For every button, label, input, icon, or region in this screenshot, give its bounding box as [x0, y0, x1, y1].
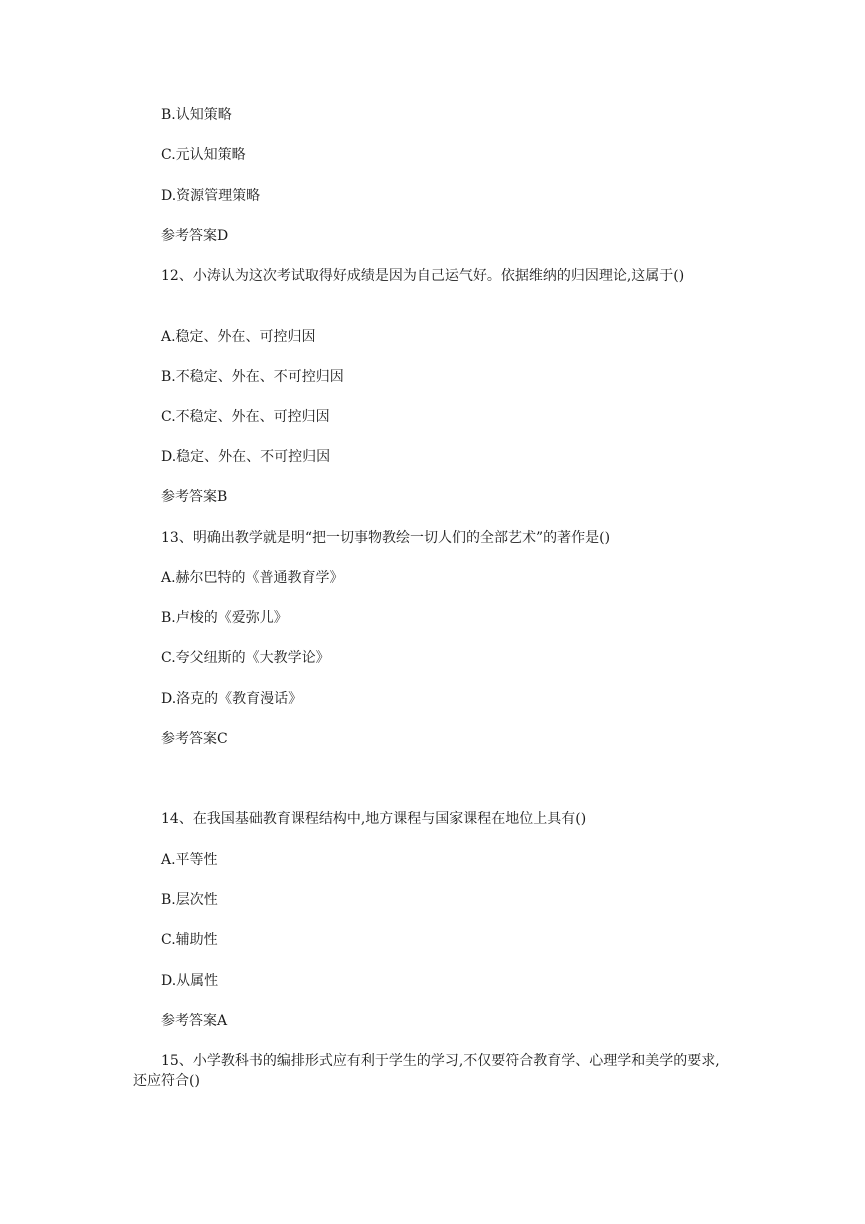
question-12: 12、小涛认为这次考试取得好成绩是因为自己运气好。依据维纳的归因理论,这属于() [161, 268, 685, 284]
question-15: 15、小学教科书的编排形式应有利于学生的学习,不仅要符合教育学、心理学和美学的要求,还应符合() [133, 1053, 720, 1089]
option-d: D.资源管理策略 [161, 188, 261, 204]
option-d: D.稳定、外在、不可控归因 [161, 449, 331, 465]
question-14: 14、在我国基础教育课程结构中,地方课程与国家课程在地位上具有() [161, 811, 587, 827]
option-b: B.层次性 [161, 892, 218, 908]
option-a: A.稳定、外在、可控归因 [161, 329, 316, 345]
option-c: C.夸父纽斯的《大教学论》 [161, 650, 330, 666]
option-a: A.平等性 [161, 852, 218, 868]
answer-line: 参考答案C [161, 731, 228, 747]
question-13: 13、明确出教学就是明“把一切事物教绘一切人们的全部艺术”的著作是() [161, 530, 611, 546]
answer-line: 参考答案B [161, 489, 228, 505]
option-d: D.从属性 [161, 973, 219, 989]
answer-line: 参考答案D [161, 228, 229, 244]
option-d: D.洛克的《教育漫话》 [161, 691, 303, 707]
option-b: B.卢梭的《爱弥儿》 [161, 610, 288, 626]
option-a: A.赫尔巴特的《普通教育学》 [161, 570, 344, 586]
option-c: C.不稳定、外在、可控归因 [161, 409, 330, 425]
option-c: C.辅助性 [161, 932, 218, 948]
option-b: B.不稳定、外在、不可控归因 [161, 369, 344, 385]
option-c: C.元认知策略 [161, 147, 246, 163]
answer-line: 参考答案A [161, 1013, 228, 1029]
option-b: B.认知策略 [161, 107, 232, 123]
